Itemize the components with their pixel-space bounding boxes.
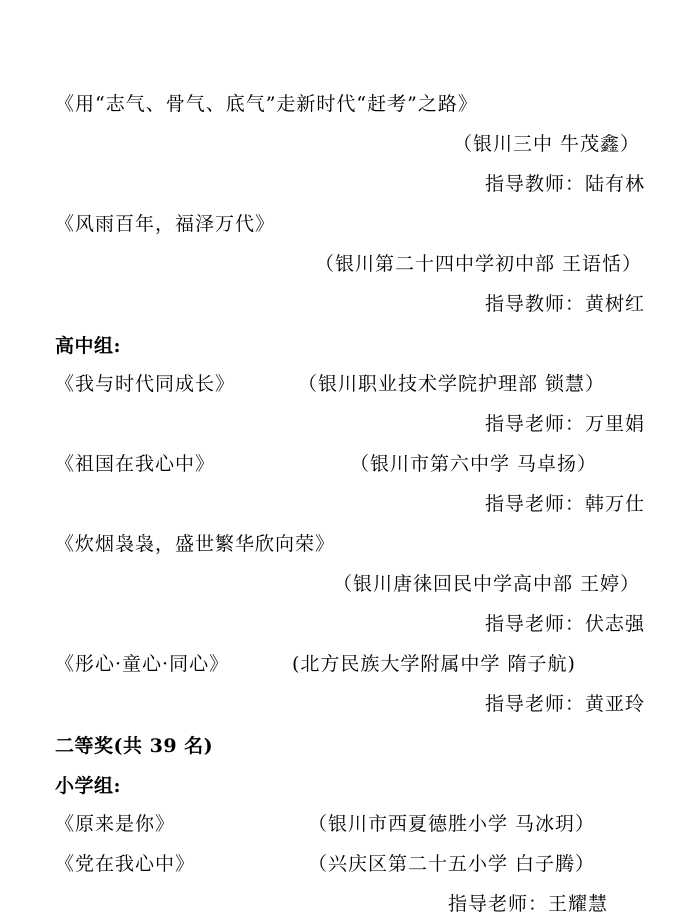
- entry-teacher: 指导老师：韩万仕: [484, 493, 645, 515]
- entry-teacher: 指导老师：万里娟: [484, 413, 645, 435]
- entry-teacher: 指导教师：黄树红: [484, 293, 645, 315]
- entry-title: 《祖国在我心中》: [55, 453, 216, 475]
- entry-title: 《用“志气、骨气、底气”走新时代“赶考”之路》: [55, 93, 478, 115]
- entry-author: （银川第二十四中学初中部 王语恬）: [314, 253, 642, 275]
- entry-title: 《党在我心中》: [55, 853, 196, 875]
- entry-author: （银川市第六中学 马卓扬）: [350, 453, 598, 475]
- entry-author: （兴庆区第二十五小学 白子腾）: [308, 853, 596, 875]
- entry-teacher: 指导老师：黄亚玲: [484, 693, 645, 715]
- section-heading-second-prize: 二等奖(共 39 名): [55, 735, 214, 757]
- entry-teacher: 指导老师：王耀慧: [447, 893, 608, 915]
- entry-author: （银川唐徕回民中学高中部 王婷）: [332, 573, 640, 595]
- entry-author: （银川职业技术学院护理部 锁慧）: [298, 373, 606, 395]
- section-heading-primary-school: 小学组:: [55, 775, 122, 797]
- entry-title: 《风雨百年，福泽万代》: [55, 213, 276, 235]
- section-heading-high-school: 高中组:: [55, 335, 122, 357]
- entry-title: 《我与时代同成长》: [55, 373, 236, 395]
- entry-title: 《原来是你》: [55, 813, 176, 835]
- entry-author: （银川市西夏德胜小学 马冰玥）: [308, 813, 596, 835]
- entry-title: 《炊烟袅袅，盛世繁华欣向荣》: [55, 533, 336, 555]
- entry-author: （银川三中 牛茂鑫）: [452, 133, 640, 155]
- entry-teacher: 指导老师：伏志强: [484, 613, 645, 635]
- entry-teacher: 指导教师：陆有林: [484, 173, 645, 195]
- entry-author: (北方民族大学附属中学 隋子航): [292, 653, 576, 675]
- entry-title: 《彤心·童心·同心》: [55, 653, 230, 675]
